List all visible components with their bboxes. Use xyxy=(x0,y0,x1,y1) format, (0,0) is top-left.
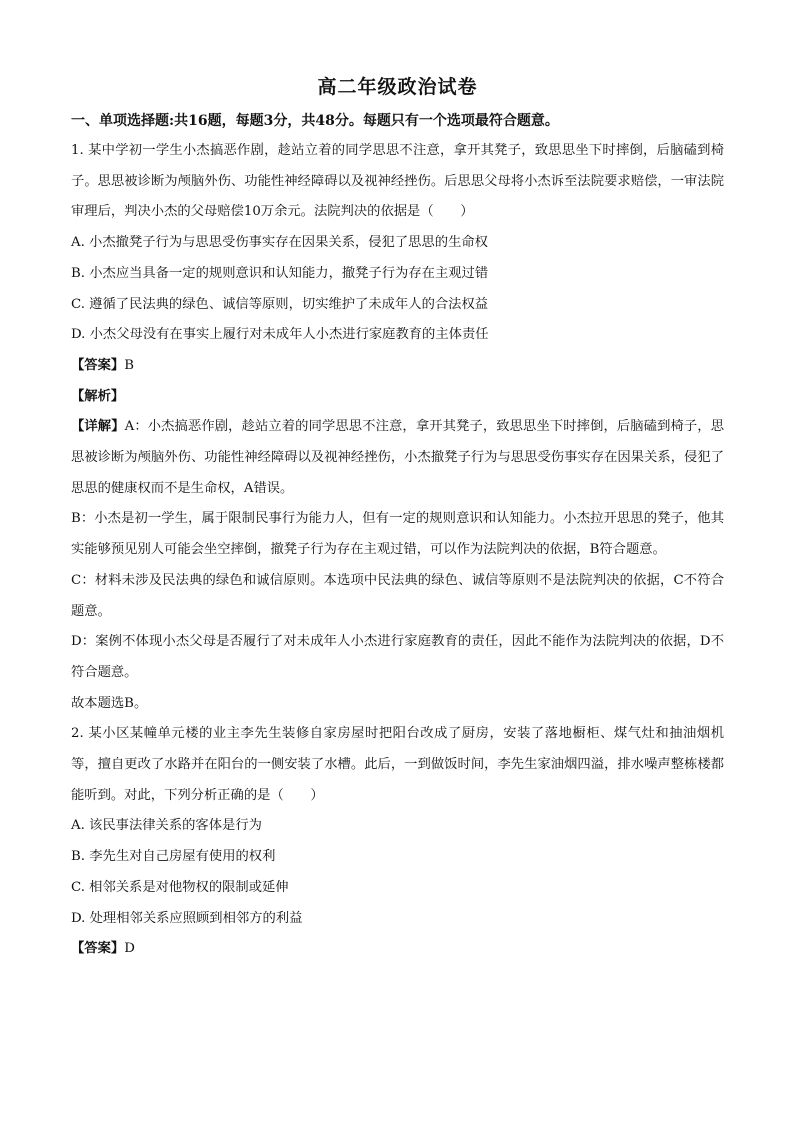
option-a: A. 小杰撤凳子行为与思思受伤事实存在因果关系，侵犯了思思的生命权 xyxy=(71,235,488,251)
answer-value: D xyxy=(124,941,135,957)
answer-value: B xyxy=(124,357,134,373)
option-d: D. 处理相邻关系应照顾到相邻方的利益 xyxy=(71,910,303,926)
option-c: C. 相邻关系是对他物权的限制或延伸 xyxy=(71,879,289,895)
analysis-tag: 【解析】 xyxy=(71,388,125,404)
question-2 xyxy=(71,719,724,965)
option-d: D. 小杰父母没有在事实上履行对未成年人小杰进行家庭教育的主体责任 xyxy=(71,327,489,343)
detail-c: C：材料未涉及民法典的绿色和诚信原则。本选项中民法典的绿色、诚信等原则不是法院判决的依据，C不符合题意。 xyxy=(71,572,724,619)
option-b: B. 小杰应当具备一定的规则意识和认知能力，撤凳子行为存在主观过错 xyxy=(71,265,489,281)
answer-tag: 【答案】 xyxy=(71,941,125,957)
option-b: B. 李先生对自己房屋有使用的权利 xyxy=(71,849,276,865)
conclusion: 故本题选B。 xyxy=(71,695,148,711)
answer-tag: 【答案】 xyxy=(71,357,125,373)
section-heading: 一、单项选择题:共16题，每题3分，共48分。每题只有一个选项最符合题意。 xyxy=(71,113,559,129)
detail-b: B：小杰是初一学生，属于限制民事行为能力人，但有一定的规则意识和认知能力。小杰拉开思思的凳子，他其实能够预见别人可能会坐空摔倒，撤凳子行为存在主观过错，可以作为法院判决的依据，B符合题意。 xyxy=(71,511,724,558)
question-1 xyxy=(71,136,724,719)
question-stem: 1. 某中学初一学生小杰搞恶作剧，趁站立着的同学思思不注意，拿开其凳子，致思思坐下时摔倒，后脑磕到椅子。思思被诊断为颅脑外伤、功能性神经障碍以及视神经挫伤。后思思父母将小杰诉至法院要求赔偿，一审法院审理后，判决小杰的父母赔偿10万余元。法院判决的依据是（ ） xyxy=(71,143,724,220)
question-stem: 2. 某小区某幢单元楼的业主李先生装修自家房屋时把阳台改成了厨房，安装了落地橱柜、煤气灶和抽油烟机等，擅自更改了水路并在阳台的一侧安装了水槽。此后，一到做饭时间，李先生家油烟四溢，排水噪声整栋楼都能听到。对此，下列分析正确的是（ ） xyxy=(71,726,724,803)
detail-d: D：案例不体现小杰父母是否履行了对未成年人小杰进行家庭教育的责任，因此不能作为法院判决的依据，D不符合题意。 xyxy=(71,634,724,680)
answer-line xyxy=(71,934,724,965)
detail-tag: 【详解】 xyxy=(71,419,125,435)
option-a: A. 该民事法律关系的客体是行为 xyxy=(71,818,262,834)
detail-a: 【详解】A：小杰搞恶作剧，趁站立着的同学思思不注意，拿开其凳子，致思思坐下时摔倒，后脑磕到椅子，思思被诊断为颅脑外伤、功能性神经障碍以及视神经挫伤，小杰撤凳子行为与思思受伤事实存在因果关系，侵犯了思思的健康权而不是生命权，A错误。 xyxy=(71,419,725,496)
page-title: 高二年级政治试卷 xyxy=(317,76,478,98)
option-c: C. 遵循了民法典的绿色、诚信等原则，切实维护了未成年人的合法权益 xyxy=(71,296,489,312)
answer-line xyxy=(71,351,724,382)
